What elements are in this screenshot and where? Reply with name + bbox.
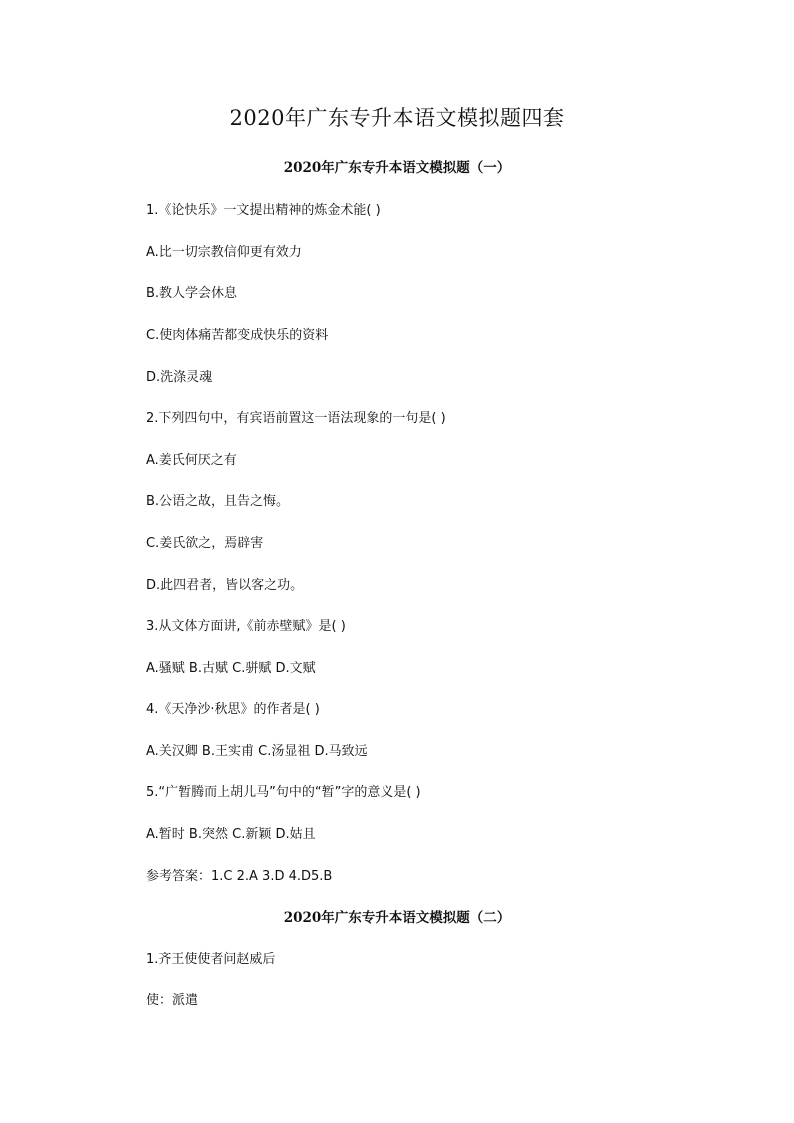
question-1-option-c: C.使肉体痛苦都变成快乐的资料 [146, 328, 329, 343]
question-2-option-a: A.姜氏何厌之有 [146, 453, 237, 468]
document-title: 2020年广东专升本语文模拟题四套 [229, 106, 565, 130]
section-2-item-1-note: 使：派遣 [146, 993, 199, 1008]
question-1-option-b: B.教人学会休息 [146, 286, 238, 301]
section-2-item-1: 1.齐王使使者问赵威后 [146, 952, 276, 967]
question-2-option-c: C.姜氏欲之，焉辟害 [146, 536, 264, 551]
question-4: 4.《天净沙·秋思》的作者是( ) [146, 702, 320, 717]
answer-key: 参考答案：1.C 2.A 3.D 4.D5.B [146, 869, 333, 884]
question-5: 5.“广暂腾而上胡儿马”句中的“暂”字的意义是( ) [146, 785, 421, 800]
question-1-option-a: A.比一切宗教信仰更有效力 [146, 245, 302, 260]
question-2-option-b: B.公语之故，且告之悔。 [146, 494, 290, 509]
question-5-options: A.暂时 B.突然 C.新颖 D.姑且 [146, 827, 316, 842]
question-3-options: A.骚赋 B.古赋 C.骈赋 D.文赋 [146, 661, 316, 676]
question-4-options: A.关汉卿 B.王实甫 C.汤显祖 D.马致远 [146, 744, 368, 759]
question-3: 3.从文体方面讲,《前赤壁赋》是( ) [146, 619, 346, 634]
question-2-option-d: D.此四君者，皆以客之功。 [146, 578, 304, 593]
section-heading-2: 2020年广东专升本语文模拟题（二） [283, 910, 511, 926]
section-heading-1: 2020年广东专升本语文模拟题（一） [283, 160, 511, 176]
question-1: 1.《论快乐》一文提出精神的炼金术能( ) [146, 203, 381, 218]
question-2: 2.下列四句中，有宾语前置这一语法现象的一句是( ) [146, 411, 446, 426]
question-1-option-d: D.洗涤灵魂 [146, 370, 213, 385]
